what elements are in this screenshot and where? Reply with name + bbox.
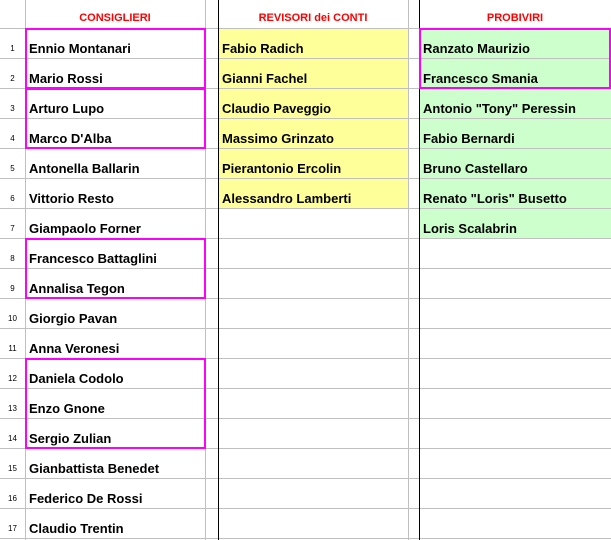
proboviro-cell[interactable] — [419, 508, 611, 538]
proboviro-cell[interactable] — [419, 478, 611, 508]
spacer-cell[interactable] — [408, 148, 419, 178]
spacer-cell[interactable] — [408, 358, 419, 388]
gridline-horizontal — [0, 358, 611, 359]
gridline-horizontal — [0, 508, 611, 509]
spacer-cell[interactable] — [408, 28, 419, 58]
header-probiviri[interactable]: PROBIVIRI — [486, 12, 544, 24]
row-number[interactable]: 5 — [10, 164, 15, 173]
gridline-horizontal — [0, 418, 611, 419]
proboviro-cell[interactable]: Fabio Bernardi — [419, 118, 611, 148]
revisore-cell[interactable] — [218, 208, 408, 238]
revisore-cell[interactable]: Pierantonio Ercolin — [218, 148, 408, 178]
spacer-cell[interactable] — [205, 88, 218, 118]
spacer-cell[interactable] — [408, 268, 419, 298]
proboviro-cell[interactable] — [419, 448, 611, 478]
spacer-cell[interactable] — [205, 268, 218, 298]
spacer-cell[interactable] — [408, 388, 419, 418]
gridline-horizontal — [0, 88, 611, 89]
consigliere-cell[interactable]: Ennio Montanari — [29, 41, 131, 56]
revisore-cell[interactable] — [218, 358, 408, 388]
spacer-cell[interactable] — [205, 148, 218, 178]
row-number[interactable]: 10 — [8, 314, 17, 323]
revisore-cell[interactable]: Gianni Fachel — [218, 58, 408, 88]
proboviro-cell[interactable] — [419, 298, 611, 328]
gridline-horizontal — [0, 268, 611, 269]
proboviro-cell[interactable] — [419, 268, 611, 298]
revisore-cell[interactable]: Massimo Grinzato — [218, 118, 408, 148]
consigliere-cell[interactable]: Federico De Rossi — [29, 491, 143, 506]
spacer-cell[interactable] — [408, 418, 419, 448]
gridline-horizontal — [0, 448, 611, 449]
spacer-cell[interactable] — [205, 388, 218, 418]
proboviro-cell[interactable] — [419, 358, 611, 388]
spacer-cell[interactable] — [205, 508, 218, 538]
gridline-vertical — [25, 0, 26, 540]
spacer-cell[interactable] — [408, 508, 419, 538]
spacer-cell[interactable] — [205, 118, 218, 148]
spacer-cell[interactable] — [205, 58, 218, 88]
revisore-cell[interactable] — [218, 418, 408, 448]
spacer-cell[interactable] — [408, 118, 419, 148]
revisore-cell[interactable] — [218, 388, 408, 418]
consigliere-cell[interactable]: Enzo Gnone — [29, 401, 105, 416]
spacer-cell[interactable] — [408, 58, 419, 88]
column-divider — [419, 0, 420, 540]
revisore-cell[interactable] — [218, 238, 408, 268]
row-number[interactable]: 17 — [8, 524, 17, 533]
spacer-cell[interactable] — [408, 298, 419, 328]
spacer-cell[interactable] — [408, 208, 419, 238]
proboviro-cell[interactable] — [419, 238, 611, 268]
revisore-cell[interactable] — [218, 478, 408, 508]
revisore-cell[interactable] — [218, 298, 408, 328]
spacer-cell[interactable] — [408, 478, 419, 508]
row-number[interactable]: 12 — [8, 374, 17, 383]
row-number[interactable]: 8 — [10, 254, 15, 263]
row-number[interactable]: 2 — [10, 74, 15, 83]
consigliere-cell[interactable]: Sergio Zulian — [29, 431, 112, 446]
revisore-cell[interactable]: Fabio Radich — [218, 28, 408, 58]
proboviro-cell[interactable]: Bruno Castellaro — [419, 148, 611, 178]
spacer-cell[interactable] — [205, 28, 218, 58]
proboviro-cell[interactable]: Francesco Smania — [419, 58, 611, 88]
spacer-cell[interactable] — [408, 448, 419, 478]
gridline-horizontal — [0, 538, 611, 539]
revisore-cell[interactable] — [218, 268, 408, 298]
proboviro-cell[interactable] — [419, 388, 611, 418]
gridline-vertical — [408, 0, 409, 540]
consigliere-cell[interactable]: Mario Rossi — [29, 71, 103, 86]
row-number[interactable]: 15 — [8, 464, 17, 473]
consigliere-cell[interactable]: Giampaolo Forner — [29, 221, 141, 236]
gridline-horizontal — [0, 238, 611, 239]
row-number[interactable]: 3 — [10, 104, 15, 113]
row-number[interactable]: 6 — [10, 194, 15, 203]
spacer-cell[interactable] — [205, 328, 218, 358]
proboviro-cell[interactable]: Loris Scalabrin — [419, 208, 611, 238]
row-number[interactable]: 9 — [10, 284, 15, 293]
consigliere-cell[interactable]: Antonella Ballarin — [29, 161, 140, 176]
consigliere-cell[interactable]: Annalisa Tegon — [29, 281, 125, 296]
proboviro-cell[interactable] — [419, 418, 611, 448]
consigliere-cell[interactable]: Anna Veronesi — [29, 341, 120, 356]
gridline-horizontal — [0, 328, 611, 329]
spacer-cell[interactable] — [205, 358, 218, 388]
spacer-cell[interactable] — [205, 418, 218, 448]
consigliere-cell[interactable]: Francesco Battaglini — [29, 251, 157, 266]
header-consiglieri[interactable]: CONSIGLIERI — [79, 12, 151, 24]
gridline-horizontal — [0, 28, 611, 29]
spacer-cell[interactable] — [205, 448, 218, 478]
spacer-cell[interactable] — [205, 178, 218, 208]
spacer-cell[interactable] — [408, 238, 419, 268]
column-divider — [218, 0, 219, 540]
revisore-cell[interactable] — [218, 448, 408, 478]
row-number[interactable]: 4 — [10, 134, 15, 143]
revisore-cell[interactable] — [218, 508, 408, 538]
header-revisori[interactable]: REVISORI dei CONTI — [258, 12, 368, 24]
gridline-horizontal — [0, 58, 611, 59]
gridline-horizontal — [0, 478, 611, 479]
revisore-cell[interactable]: Alessandro Lamberti — [218, 178, 408, 208]
gridline-horizontal — [0, 388, 611, 389]
proboviro-cell[interactable]: Antonio "Tony" Peressin — [419, 88, 611, 118]
spacer-cell[interactable] — [205, 208, 218, 238]
consigliere-cell[interactable]: Arturo Lupo — [29, 101, 105, 116]
gridline-horizontal — [0, 118, 611, 119]
spacer-cell[interactable] — [205, 238, 218, 268]
gridline-horizontal — [0, 148, 611, 149]
spacer-cell[interactable] — [408, 88, 419, 118]
proboviro-cell[interactable]: Ranzato Maurizio — [419, 28, 611, 58]
row-number[interactable]: 11 — [8, 344, 17, 353]
consigliere-cell[interactable]: Daniela Codolo — [29, 371, 124, 386]
consigliere-cell[interactable]: Vittorio Resto — [29, 191, 114, 206]
row-number[interactable]: 7 — [10, 224, 15, 233]
spacer-cell[interactable] — [205, 298, 218, 328]
consigliere-cell[interactable]: Giorgio Pavan — [29, 311, 118, 326]
row-number[interactable]: 13 — [8, 404, 17, 413]
consigliere-cell[interactable]: Gianbattista Benedet — [29, 461, 160, 476]
spacer-cell[interactable] — [205, 478, 218, 508]
spacer-cell[interactable] — [408, 328, 419, 358]
proboviro-cell[interactable]: Renato "Loris" Busetto — [419, 178, 611, 208]
gridline-horizontal — [0, 178, 611, 179]
proboviro-cell[interactable] — [419, 328, 611, 358]
spacer-cell[interactable] — [408, 178, 419, 208]
consigliere-cell[interactable]: Claudio Trentin — [29, 521, 124, 536]
consigliere-cell[interactable]: Marco D'Alba — [29, 131, 112, 146]
gridline-horizontal — [0, 208, 611, 209]
row-number[interactable]: 14 — [8, 434, 17, 443]
gridline-vertical — [205, 0, 206, 540]
revisore-cell[interactable]: Claudio Paveggio — [218, 88, 408, 118]
revisore-cell[interactable] — [218, 328, 408, 358]
row-number[interactable]: 16 — [8, 494, 17, 503]
gridline-horizontal — [0, 298, 611, 299]
row-number[interactable]: 1 — [10, 44, 15, 53]
